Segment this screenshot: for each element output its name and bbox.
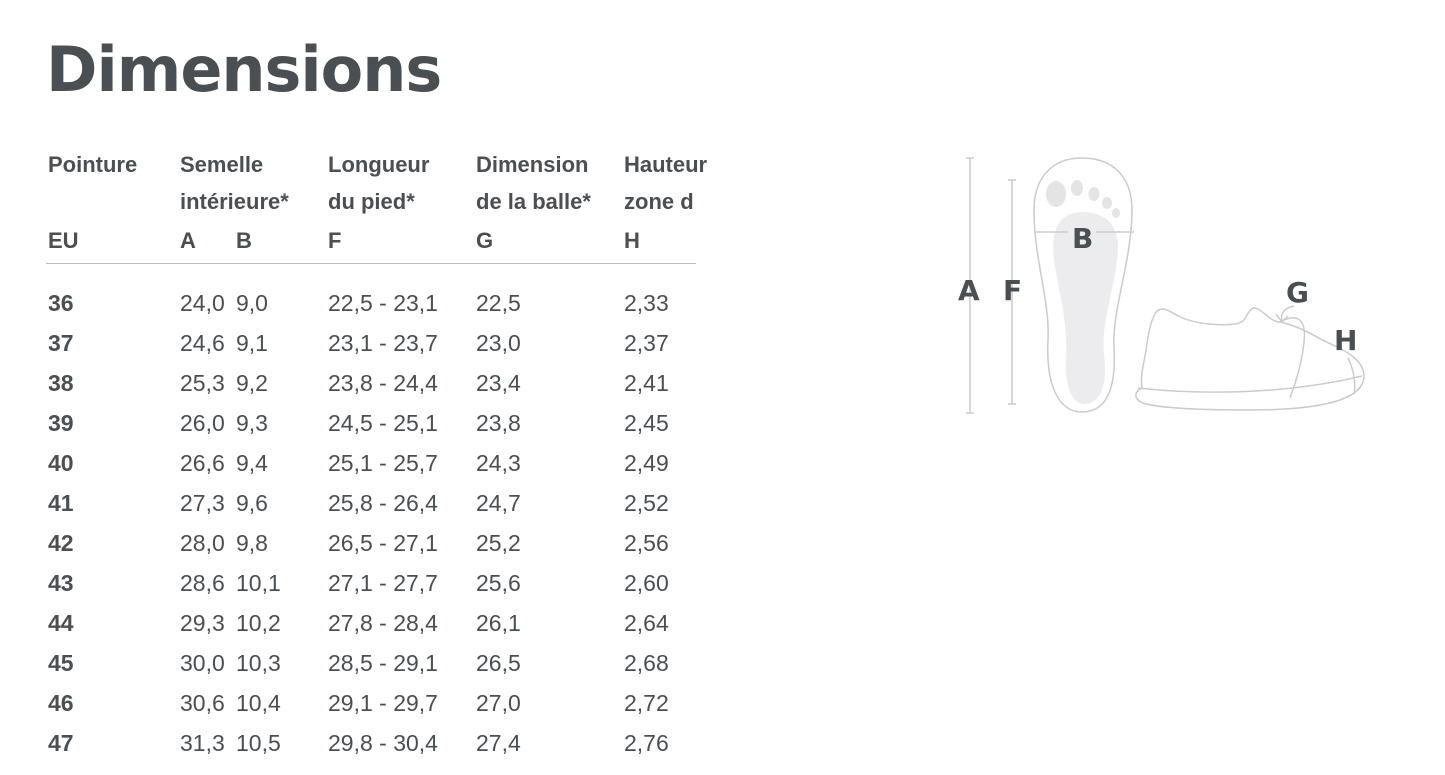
- table-row: [46, 683, 696, 723]
- table-row: [46, 443, 696, 483]
- cell-dimension: 22,5: [476, 290, 521, 316]
- cell-longueur: 23,8 - 24,4: [328, 370, 438, 396]
- cell-longueur: 28,5 - 29,1: [328, 650, 438, 676]
- header-hauteur-line1: Hauteur: [624, 152, 708, 177]
- label-b: B: [1072, 222, 1094, 255]
- cell-hauteur: 2,76: [624, 730, 669, 756]
- unit-a: A: [180, 228, 196, 253]
- table-row: [46, 643, 696, 683]
- cell-semelle-a: 24,6: [180, 330, 225, 356]
- cell-longueur: 29,8 - 30,4: [328, 730, 438, 756]
- cell-semelle-a: 30,6: [180, 690, 225, 716]
- cell-hauteur: 2,33: [624, 290, 669, 316]
- table-row: [46, 563, 696, 603]
- table-row: [46, 283, 696, 323]
- toe-4-icon: [1102, 197, 1112, 209]
- cell-semelle-b: 9,1: [236, 330, 268, 356]
- cell-dimension: 26,1: [476, 610, 521, 636]
- cell-pointure: 38: [48, 370, 74, 396]
- cell-pointure: 36: [48, 290, 74, 316]
- cell-semelle-a: 24,0: [180, 290, 225, 316]
- cell-longueur: 26,5 - 27,1: [328, 530, 438, 556]
- unit-b: B: [236, 228, 252, 253]
- cell-pointure: 42: [48, 530, 74, 556]
- label-h: H: [1334, 324, 1358, 357]
- cell-longueur: 24,5 - 25,1: [328, 410, 438, 436]
- cell-dimension: 25,2: [476, 530, 521, 556]
- page-title: Dimensions: [46, 33, 442, 106]
- cell-dimension: 24,3: [476, 450, 521, 476]
- cell-semelle-a: 30,0: [180, 650, 225, 676]
- header-dimension: [476, 146, 591, 220]
- cell-hauteur: 2,49: [624, 450, 669, 476]
- cell-pointure: 43: [48, 570, 74, 596]
- table-row: [46, 523, 696, 563]
- cell-semelle-b: 9,2: [236, 370, 268, 396]
- cell-pointure: 44: [48, 610, 74, 636]
- header-hauteur: [624, 146, 707, 220]
- cell-pointure: 46: [48, 690, 74, 716]
- cell-pointure: 47: [48, 730, 74, 756]
- cell-dimension: 23,8: [476, 410, 521, 436]
- dimensions-table: [46, 146, 708, 766]
- cell-dimension: 24,7: [476, 490, 521, 516]
- label-g: G: [1286, 276, 1309, 309]
- unit-eu: EU: [48, 228, 79, 253]
- cell-pointure: 45: [48, 650, 74, 676]
- cell-semelle-b: 9,4: [236, 450, 268, 476]
- cell-longueur: 25,1 - 25,7: [328, 450, 438, 476]
- cell-semelle-b: 9,8: [236, 530, 268, 556]
- cell-pointure: 41: [48, 490, 74, 516]
- cell-dimension: 23,0: [476, 330, 521, 356]
- unit-h: H: [624, 228, 640, 253]
- cell-pointure: 39: [48, 410, 74, 436]
- header-hauteur-line2: zone d: [624, 189, 694, 214]
- header-dimension-line2: de la balle*: [476, 189, 591, 214]
- header-pointure-line1: Pointure: [48, 152, 138, 177]
- header-divider: [46, 263, 696, 264]
- label-a: A: [958, 274, 980, 307]
- cell-longueur: 25,8 - 26,4: [328, 490, 438, 516]
- cell-semelle-a: 27,3: [180, 490, 225, 516]
- cell-semelle-a: 28,6: [180, 570, 225, 596]
- cell-hauteur: 2,64: [624, 610, 669, 636]
- cell-semelle-b: 10,5: [236, 730, 281, 756]
- cell-longueur: 27,8 - 28,4: [328, 610, 438, 636]
- cell-semelle-b: 9,0: [236, 290, 268, 316]
- cell-semelle-b: 9,3: [236, 410, 268, 436]
- cell-semelle-b: 10,3: [236, 650, 281, 676]
- cell-semelle-a: 25,3: [180, 370, 225, 396]
- unit-f: F: [328, 228, 342, 253]
- header-longueur-line2: du pied*: [328, 189, 415, 214]
- cell-semelle-a: 29,3: [180, 610, 225, 636]
- cell-semelle-b: 9,6: [236, 490, 268, 516]
- cell-dimension: 25,6: [476, 570, 521, 596]
- table-row: [46, 363, 696, 403]
- toe-3-icon: [1089, 187, 1100, 201]
- cell-longueur: 27,1 - 27,7: [328, 570, 438, 596]
- header-longueur: [328, 146, 429, 220]
- table-row: [46, 723, 696, 763]
- cell-hauteur: 2,68: [624, 650, 669, 676]
- cell-longueur: 22,5 - 23,1: [328, 290, 438, 316]
- cell-hauteur: 2,60: [624, 570, 669, 596]
- cell-hauteur: 2,56: [624, 530, 669, 556]
- cell-semelle-a: 26,0: [180, 410, 225, 436]
- shoe-diagram-svg: [950, 150, 1380, 425]
- header-semelle-line2: intérieure*: [180, 189, 289, 214]
- header-semelle: [180, 146, 289, 220]
- unit-g: G: [476, 228, 494, 253]
- table-row: [46, 403, 696, 443]
- cell-hauteur: 2,37: [624, 330, 669, 356]
- table-row: [46, 323, 696, 363]
- cell-hauteur: 2,45: [624, 410, 669, 436]
- cell-pointure: 37: [48, 330, 74, 356]
- cell-semelle-a: 31,3: [180, 730, 225, 756]
- toe-5-icon: [1112, 208, 1120, 218]
- shoe-side-outline: [1136, 308, 1364, 410]
- cell-hauteur: 2,72: [624, 690, 669, 716]
- cell-semelle-a: 26,6: [180, 450, 225, 476]
- cell-semelle-b: 10,1: [236, 570, 281, 596]
- cell-dimension: 27,4: [476, 730, 521, 756]
- cell-dimension: 26,5: [476, 650, 521, 676]
- header-dimension-line1: Dimension: [476, 152, 589, 177]
- cell-semelle-b: 10,4: [236, 690, 281, 716]
- cell-longueur: 29,1 - 29,7: [328, 690, 438, 716]
- cell-semelle-b: 10,2: [236, 610, 281, 636]
- header-longueur-line1: Longueur: [328, 152, 430, 177]
- shoe-diagram: [950, 150, 1380, 425]
- toe-2-icon: [1071, 180, 1083, 196]
- cell-dimension: 27,0: [476, 690, 521, 716]
- cell-semelle-a: 28,0: [180, 530, 225, 556]
- cell-hauteur: 2,41: [624, 370, 669, 396]
- label-f: F: [1003, 274, 1023, 307]
- header-semelle-line1: Semelle: [180, 152, 264, 177]
- table-row: [46, 483, 696, 523]
- header-pointure: [48, 146, 137, 183]
- table-body: [46, 283, 696, 763]
- big-toe-icon: [1046, 181, 1066, 207]
- cell-longueur: 23,1 - 23,7: [328, 330, 438, 356]
- table-row: [46, 603, 696, 643]
- cell-hauteur: 2,52: [624, 490, 669, 516]
- cell-pointure: 40: [48, 450, 74, 476]
- cell-dimension: 23,4: [476, 370, 521, 396]
